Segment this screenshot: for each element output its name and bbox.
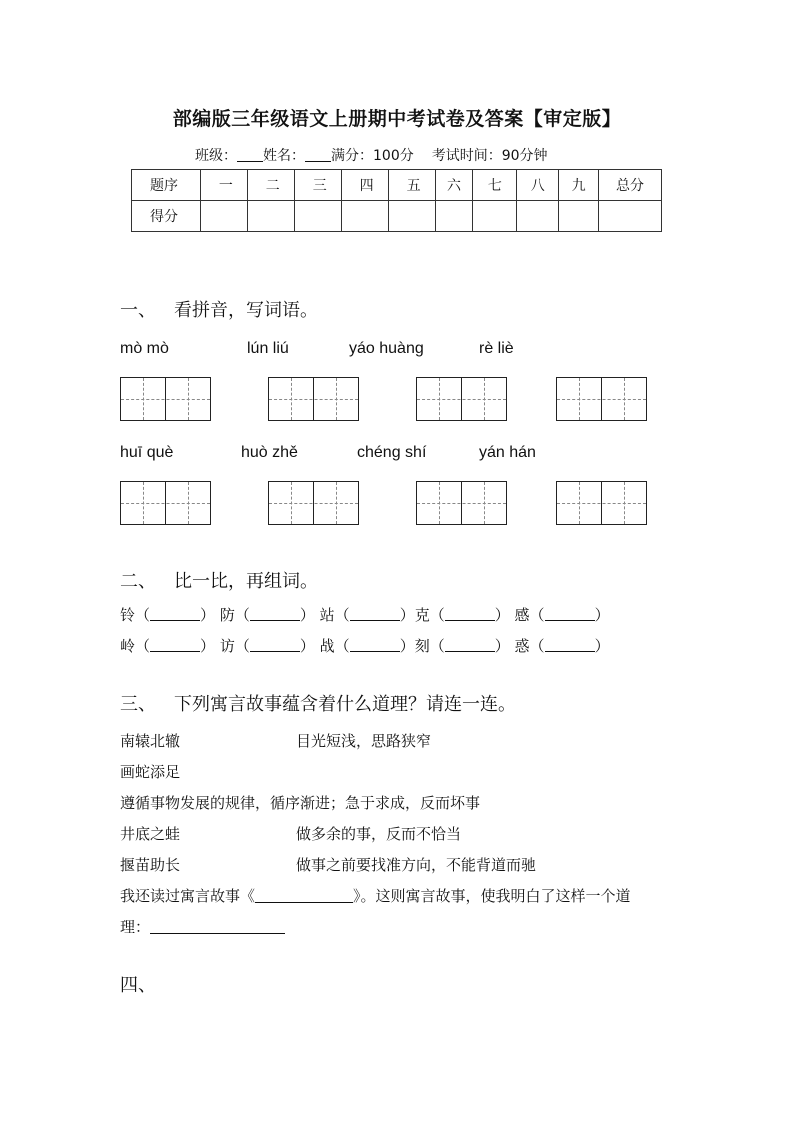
header-cell: 五 [388, 170, 435, 201]
header-cell: 七 [473, 170, 517, 201]
compare-char: 防 [219, 606, 235, 624]
reading-sentence [120, 885, 631, 906]
fable-left[interactable]: 南辕北辙 [120, 732, 181, 750]
class-label: 班级： [195, 148, 237, 164]
compare-char: 站 [319, 606, 335, 624]
section3-heading [120, 690, 516, 716]
compare-char: 刻 [414, 637, 430, 655]
header-cell: 九 [559, 170, 599, 201]
section1-title: 看拼音，写词语。 [174, 300, 318, 321]
pinyin-8: yán hán [479, 444, 536, 461]
pinyin-1: mò mò [120, 340, 169, 357]
moral-right[interactable]: 做多余的事，反而不恰当 [296, 825, 462, 843]
writing-grid[interactable] [416, 481, 507, 525]
compare-row-2: 岭（ ） 访（ ） 战（ ）刻（ ） 惑（ ） [120, 637, 610, 655]
time-label: 考试时间：90分钟 [431, 148, 548, 164]
score-table [131, 169, 662, 232]
fable-left[interactable]: 井底之蛙 [120, 825, 181, 843]
pinyin-6: huò zhě [241, 444, 298, 461]
score-table-header-row [132, 170, 662, 201]
writing-grid[interactable] [120, 377, 211, 421]
score-cell[interactable] [294, 201, 341, 232]
fable-left[interactable]: 揠苗助长 [120, 856, 181, 874]
read-prefix: 我还读过寓言故事《 [120, 887, 256, 905]
name-label: 姓名： [263, 148, 305, 164]
header-cell: 二 [247, 170, 294, 201]
writing-grid[interactable] [416, 377, 507, 421]
reason-blank[interactable] [150, 919, 285, 934]
writing-grid[interactable] [268, 377, 359, 421]
moral-line[interactable]: 遵循事物发展的规律，循序渐进；急于求成，反而坏事 [120, 794, 481, 812]
answer-blank[interactable] [250, 638, 300, 652]
section2-heading [120, 567, 318, 593]
section1-number: 一、 [120, 300, 156, 321]
score-label: 满分：100分 [331, 148, 414, 164]
moral-right[interactable]: 目光短浅，思路狭窄 [296, 732, 432, 750]
answer-blank[interactable] [150, 607, 200, 621]
score-cell[interactable] [435, 201, 473, 232]
page-title: 部编版三年级语文上册期中考试卷及答案【审定版】 [172, 108, 622, 130]
section4-heading [120, 971, 174, 997]
score-cell[interactable] [473, 201, 517, 232]
answer-blank[interactable] [445, 607, 495, 621]
pinyin-3: yáo huàng [349, 340, 424, 357]
header-cell: 六 [435, 170, 473, 201]
section2-title: 比一比，再组词。 [174, 571, 318, 592]
compare-char: 岭 [120, 637, 136, 655]
answer-blank[interactable] [250, 607, 300, 621]
header-cell: 八 [517, 170, 559, 201]
writing-grid[interactable] [556, 481, 647, 525]
section3-title: 下列寓言故事蕴含着什么道理？请连一连。 [174, 694, 516, 715]
class-blank[interactable] [237, 147, 263, 162]
section2-number: 二、 [120, 571, 156, 592]
answer-blank[interactable] [350, 607, 400, 621]
header-cell: 一 [200, 170, 247, 201]
score-cell[interactable] [559, 201, 599, 232]
score-cell[interactable] [599, 201, 662, 232]
compare-char: 惑 [514, 637, 530, 655]
score-cell[interactable] [517, 201, 559, 232]
section4-number: 四、 [120, 975, 156, 996]
compare-char: 战 [319, 637, 335, 655]
section1-heading [120, 296, 318, 322]
fable-left[interactable]: 画蛇添足 [120, 763, 181, 781]
compare-char: 克 [414, 606, 430, 624]
answer-blank[interactable] [150, 638, 200, 652]
answer-blank[interactable] [350, 638, 400, 652]
name-blank[interactable] [305, 147, 331, 162]
answer-blank[interactable] [545, 607, 595, 621]
score-cell[interactable] [200, 201, 247, 232]
compare-row-1: 铃（ ） 防（ ） 站（ ）克（ ） 感（ ） [120, 606, 610, 624]
reason-label: 理： [120, 918, 151, 936]
pinyin-4: rè liè [479, 340, 514, 357]
score-table-score-row [132, 201, 662, 232]
fable-title-blank[interactable] [255, 888, 353, 903]
compare-char: 访 [219, 637, 235, 655]
pinyin-5: huī què [120, 444, 174, 461]
pinyin-7: chéng shí [357, 444, 427, 461]
header-cell: 四 [341, 170, 388, 201]
writing-grid[interactable] [268, 481, 359, 525]
read-suffix: 》。这则寓言故事，使我明白了这样一个道 [353, 887, 631, 905]
writing-grid[interactable] [120, 481, 211, 525]
header-cell: 三 [294, 170, 341, 201]
header-cell: 题序 [132, 170, 201, 201]
answer-blank[interactable] [445, 638, 495, 652]
reason-sentence [120, 916, 285, 937]
writing-grid[interactable] [556, 377, 647, 421]
moral-right[interactable]: 做事之前要找准方向，不能背道而驰 [296, 856, 537, 874]
score-row-label: 得分 [132, 201, 201, 232]
compare-char: 铃 [120, 606, 136, 624]
section3-number: 三、 [120, 694, 156, 715]
score-cell[interactable] [341, 201, 388, 232]
pinyin-2: lún liú [247, 340, 289, 357]
compare-char: 感 [514, 606, 530, 624]
score-cell[interactable] [247, 201, 294, 232]
answer-blank[interactable] [545, 638, 595, 652]
score-cell[interactable] [388, 201, 435, 232]
header-cell: 总分 [599, 170, 662, 201]
exam-info [195, 145, 548, 165]
